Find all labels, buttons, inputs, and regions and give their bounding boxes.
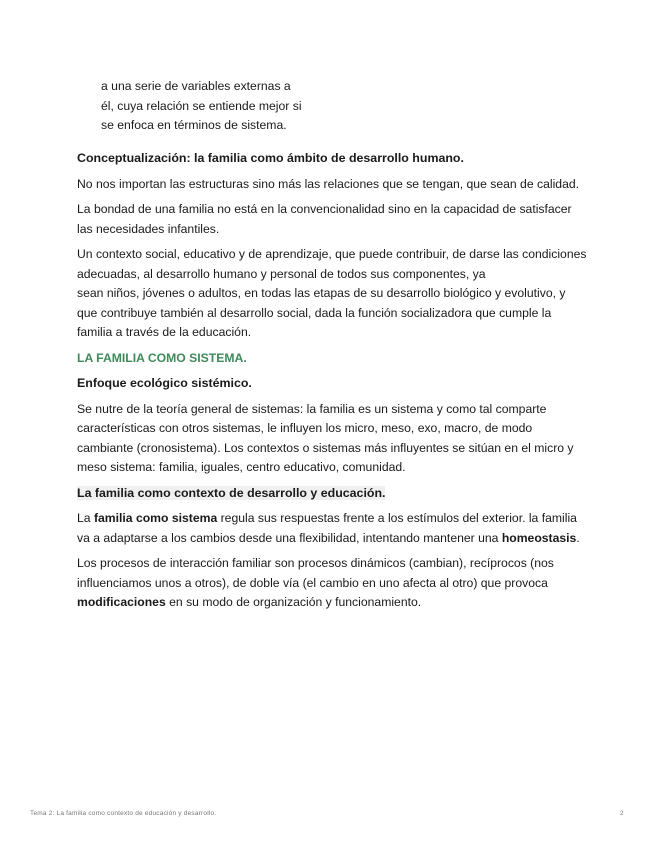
text-run: regula sus respuestas frente a los estímulos del exterior. la familia va a adaptarse a los cambios desde una flexibilidad, intentando mantener una bbox=[77, 511, 577, 545]
bold-term: homeostasis bbox=[501, 530, 577, 545]
bold-term: modificaciones bbox=[77, 595, 166, 609]
subheading-contexto-desarrollo bbox=[77, 484, 587, 504]
bold-term: familia como sistema bbox=[93, 511, 218, 525]
text-run: Los procesos de interacción familiar son procesos dinámicos (cambian), recíprocos (nos influenciamos unos a otros), de doble vía (el cambio en uno afecta al otro) que provoca bbox=[77, 556, 554, 590]
paragraph-procesos bbox=[77, 554, 587, 613]
paragraph: Se nutre de la teoría general de sistemas: la familia es un sistema y como tal comparte características con otros sistemas, le influyen los micro, meso, exo, macro, de modo cambiante (cronosistema). Los contextos o sistemas más influyentes se sitúan en el micro y meso sistema: familia, iguales, centro educativo, comunidad. bbox=[77, 401, 574, 474]
paragraph-line: que contribuye también al desarrollo social, dada la función socializadora que cumple la familia a través de la educación. bbox=[77, 305, 552, 339]
intro-line: a una serie de variables externas a bbox=[101, 79, 291, 93]
paragraph-line: Un contexto social, educativo y de aprendizaje, que puede contribuir, de darse las condiciones adecuadas, al desarrollo humano y personal de todos sus componentes, ya bbox=[77, 247, 587, 281]
page-number: 2 bbox=[620, 810, 624, 817]
text-run: . bbox=[576, 530, 580, 545]
intro-line: él, cuya relación se entiende mejor si bbox=[101, 98, 302, 113]
highlighted-heading: La familia como contexto de desarrollo y educación. bbox=[77, 485, 386, 500]
subheading-enfoque: Enfoque ecológico sistémico. bbox=[77, 376, 252, 390]
paragraph: No nos importan las estructuras sino más las relaciones que se tengan, que sean de calidad. bbox=[77, 176, 580, 191]
section-title-familia-sistema: LA FAMILIA COMO SISTEMA. bbox=[77, 350, 247, 365]
paragraph-familia-sistema bbox=[77, 509, 587, 548]
paragraph-line: sean niños, jóvenes o adultos, en todas las etapas de su desarrollo biológico y evolutivo, y bbox=[77, 286, 566, 300]
main-content bbox=[77, 149, 587, 619]
intro-text-block bbox=[101, 77, 341, 136]
section-heading-conceptualizacion: Conceptualización: la familia como ámbito de desarrollo humano. bbox=[77, 151, 464, 165]
text-run: La bbox=[77, 511, 94, 525]
intro-line: se enfoca en términos de sistema. bbox=[101, 118, 287, 132]
text-run: en su modo de organización y funcionamiento. bbox=[165, 595, 422, 609]
footer-title: Tema 2: La familia como contexto de educación y desarrollo. bbox=[30, 810, 217, 817]
paragraph-contexto bbox=[77, 245, 587, 343]
paragraph: La bondad de una familia no está en la convencionalidad sino en la capacidad de satisfacer las necesidades infantiles. bbox=[77, 202, 572, 236]
